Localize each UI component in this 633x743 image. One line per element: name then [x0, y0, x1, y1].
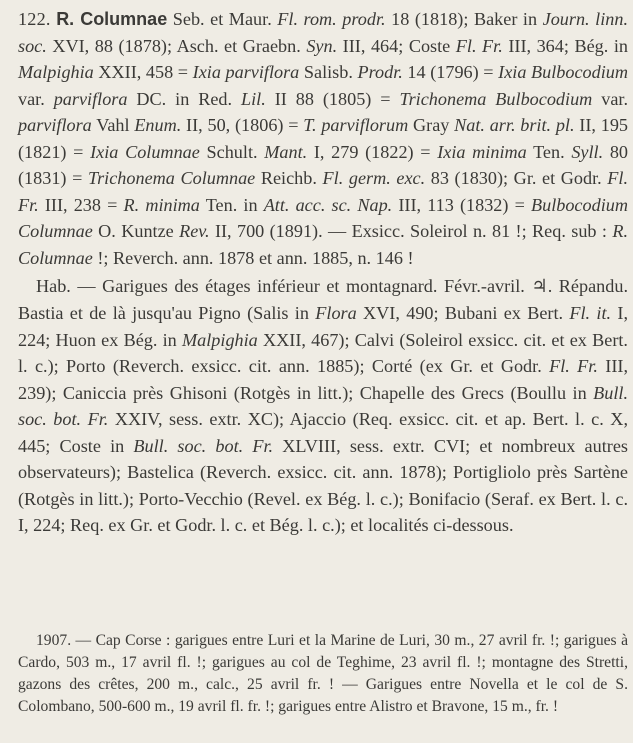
italic-run: Journ. linn. soc. — [18, 9, 628, 56]
observations-text — [18, 632, 628, 715]
italic-run: Rev. — [179, 221, 210, 242]
italic-run: Fl. rom. prodr. — [277, 9, 386, 29]
text-run: Salisb. — [299, 62, 358, 83]
text-run: O. Kuntze — [92, 221, 180, 242]
italic-run: Fl. Fr. — [18, 168, 628, 215]
habitat-text — [18, 276, 628, 535]
observations-paragraph — [18, 630, 628, 718]
text-run: III, 464; Coste — [337, 35, 456, 56]
italic-run: Fl. Fr. — [549, 356, 598, 377]
italic-run: R. minima — [123, 194, 200, 215]
text-run: Reichb. — [255, 168, 323, 189]
text-run: Gray — [408, 115, 455, 136]
italic-run: Bull. soc. bot. Fr. — [18, 382, 628, 430]
text-run: XXII, 458 = — [93, 62, 193, 83]
text-run: Schult. — [199, 141, 265, 162]
italic-run: Fl. it. — [569, 303, 612, 324]
text-run: var. — [592, 88, 628, 109]
synonymy-paragraph — [18, 6, 628, 271]
italic-run: Syll. — [571, 141, 604, 162]
text-run: Ten. — [526, 141, 572, 162]
text-run: XVI, 490; Bubani ex Bert. — [356, 303, 570, 324]
text-run: II, 700 (1891). — Exsicc. Soleirol n. 81 !; Req. sub : — [209, 221, 613, 242]
text-run: III, 239); Caniccia près Ghisoni (Rotgès in litt.); Chapelle des Grecs (Boullu in — [18, 356, 628, 403]
text-run: XXII, 467); Calvi (Soleirol exsicc. cit. et ex Bert. l. c.); Porto (Reverch. exsicc. cit. ann. 1885); Corté (ex Gr. et Godr. — [18, 329, 628, 377]
observations-block — [18, 630, 628, 718]
text-run: 18 (1818); Baker in — [385, 9, 543, 29]
italic-run: Trichonema Columnae — [87, 168, 256, 189]
italic-run: Ixia Columnae — [90, 141, 200, 162]
italic-run: parviflora — [53, 88, 128, 109]
species-name: R. Columnae — [56, 9, 168, 29]
text-run: var. — [18, 88, 54, 109]
italic-run: Ixia Bulbocodium — [498, 62, 628, 83]
italic-run: Bulbocodium Columnae — [18, 194, 628, 242]
text-run: DC. in Red. — [127, 88, 241, 109]
italic-run: Trichonema Bulbocodium — [399, 88, 593, 109]
text-run: 80 (1831) = — [18, 141, 629, 189]
italic-run: Bull. soc. bot. Fr. — [133, 435, 274, 456]
text-run: 14 (1796) = — [402, 62, 499, 83]
text-run: II, 195 (1821) = — [18, 115, 629, 162]
italic-run: Ixia parviflora — [192, 62, 300, 83]
species-entry — [18, 6, 628, 539]
italic-run: Enum. — [134, 115, 182, 136]
italic-run: Nat. arr. brit. pl. — [454, 115, 575, 136]
text-run: II 88 (1805) = — [265, 88, 400, 109]
italic-run: Ixia minima — [437, 141, 527, 162]
italic-run: parviflora — [18, 115, 92, 136]
italic-run: Fl. Fr. — [455, 35, 503, 56]
italic-run: Flora — [315, 303, 357, 324]
italic-run: Lil. — [241, 88, 266, 109]
text-run: Ten. in — [199, 194, 264, 215]
text-run: III, 364; Bég. in — [502, 35, 628, 56]
text-run: Seb. et Maur. — [172, 9, 278, 29]
text-run: !; Reverch. ann. 1878 et ann. 1885, n. 146 ! — [92, 247, 414, 268]
italic-run: Malpighia — [18, 62, 94, 83]
italic-run: Malpighia — [182, 329, 258, 350]
text-run: I, 279 (1822) = — [307, 141, 438, 162]
text-run: XLVIII, sess. extr. CVI; et nombreux autres observateurs); Bastelica (Reverch. exsicc. cit. ann. 1878); Portigliolo près Sartène (Rotgès in litt.); Porto-Vecchio (Revel. ex Bég. l. c.); Bonifacio (Seraf. ex Bert. l. c. I, 224; Req. ex Gr. et Godr. l. c. et Bég. l. c.); et localités ci-dessous. — [18, 435, 628, 536]
italic-run: Mant. — [264, 141, 308, 162]
text-run: 1907. — Cap Corse : garigues entre Luri et la Marine de Luri, 30 m., 27 avril fr. !; garigues à Cardo, 503 m., 17 avril fl. !; garigues au col de Teghime, 23 avril fl. !; montagne des Stretti, gazons des crêtes, 200 m., calc., 25 avril fr. ! — Garigues entre Novella et le col de S. Colombano, 500-600 m., 19 avril fl. fr. !; garigues entre Alistro et Bravone, 15 m., fr. ! — [18, 632, 628, 716]
text-run: XXIV, sess. extr. XC); Ajaccio (Req. exsicc. cit. et ap. Bert. l. c. X, 445; Coste in — [18, 409, 628, 456]
text-run: I, 224; Huon ex Bég. in — [18, 303, 628, 350]
text-run: XVI, 88 (1878); Asch. et Graebn. — [46, 35, 307, 56]
italic-run: Fl. germ. exc. — [322, 168, 426, 189]
italic-run: T. parviflorum — [303, 115, 409, 136]
entry-number: 122. — [18, 9, 51, 29]
italic-run: R. Columnae — [18, 221, 628, 268]
habitat-paragraph — [18, 273, 628, 538]
text-run: Vahl — [91, 115, 135, 136]
italic-run: Prodr. — [357, 62, 403, 83]
text-run: Hab. — Garigues des étages inférieur et montagnard. Févr.-avril. ♃. Répandu. Bastia et de là jusqu'au Pigno (Salis in — [18, 276, 628, 324]
text-run: III, 113 (1832) = — [392, 194, 531, 215]
text-run: II, 50, (1806) = — [181, 115, 304, 136]
synonymy-text — [18, 9, 628, 268]
italic-run: Att. acc. sc. Nap. — [263, 194, 393, 215]
italic-run: Syn. — [306, 35, 338, 56]
text-run: III, 238 = — [38, 194, 124, 215]
text-run: 83 (1830); Gr. et Godr. — [425, 168, 608, 189]
